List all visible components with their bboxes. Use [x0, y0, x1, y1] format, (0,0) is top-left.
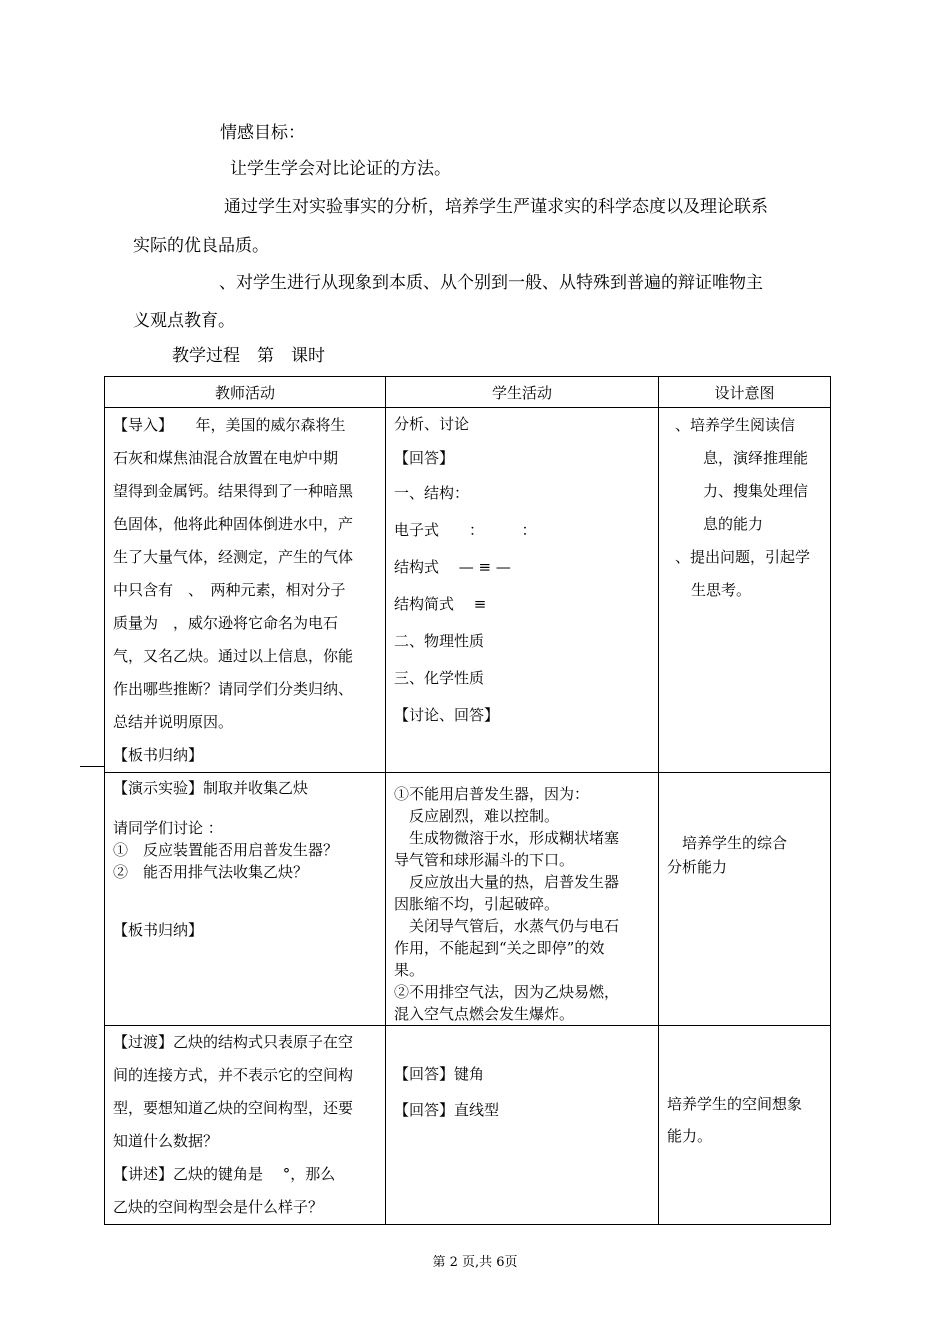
text-line: 息的能力 — [703, 515, 764, 533]
text-line: 总结并说明原因。 — [113, 713, 234, 731]
design-intent-cell — [659, 1026, 831, 1225]
text-line: 二、物理性质 — [394, 632, 485, 650]
text-line: 电子式 ： ： — [394, 521, 537, 539]
text-line: 、提出问题，引起学 — [675, 548, 811, 566]
text-line: 结构简式 ≡ — [394, 595, 487, 613]
text-line: 色固体，他将此种固体倒进水中，产 — [113, 515, 354, 533]
text-line: 中只含有 、 两种元素，相对分子 — [113, 581, 346, 599]
text-line: ①不能用启普发生器，因为： — [394, 785, 590, 803]
text-line: 分析能力 — [667, 858, 728, 876]
text-line: 结构式 — ≡ — — [394, 558, 511, 576]
teacher-activity-cell — [105, 408, 386, 773]
text-line: 力、搜集处理信 — [703, 482, 809, 500]
text-line: 一、结构： — [394, 484, 470, 502]
text-line: 【板书归纳】 — [113, 746, 204, 764]
text-line: 作用，不能起到“关之即停”的效 — [394, 939, 605, 957]
design-intent-cell — [659, 773, 831, 1026]
student-activity-cell — [386, 773, 659, 1026]
page-footer: 第 2 页,共 6页 — [432, 1255, 518, 1270]
text-line: 【回答】直线型 — [394, 1101, 500, 1119]
text-line: 三、化学性质 — [394, 669, 485, 687]
text-line: 石灰和煤焦油混合放置在电炉中期 — [113, 449, 339, 467]
text-line: 作出哪些推断？请同学们分类归纳、 — [113, 680, 354, 698]
text-line: 因胀缩不均，引起破碎。 — [394, 895, 560, 913]
text-line: ②不用排空气法，因为乙炔易燃， — [394, 983, 620, 1001]
text-line: 质量为 ，威尔逊将它命名为电石 — [113, 614, 339, 632]
text-line: 息，演绎推理能 — [703, 449, 809, 467]
text-line — [113, 905, 377, 919]
text-line: 关闭导气管后，水蒸气仍与电石 — [394, 917, 620, 935]
text-line: 反应剧烈，难以控制。 — [394, 807, 560, 825]
text-line — [113, 799, 377, 817]
text-line: ② 能否用排气法收集乙炔？ — [113, 863, 309, 881]
text-line: 生成物微溶于水，形成糊状堵塞 — [394, 829, 620, 847]
lesson-table — [104, 376, 831, 1225]
teacher-activity-cell — [105, 1026, 386, 1225]
objective-paragraph-2-line-1: 通过学生对实验事实的分析，培养学生严谨求实的科学态度以及理论联系 — [224, 197, 768, 217]
objective-paragraph-2-line-2: 实际的优良品质。 — [133, 236, 269, 256]
text-line: 【回答】 — [394, 449, 455, 467]
text-line: 型，要想知道乙炔的空间构型，还要 — [113, 1099, 354, 1117]
text-line: 【回答】键角 — [394, 1065, 485, 1083]
text-line: 【讲述】乙炔的键角是 °，那么 — [113, 1165, 336, 1183]
section-title: 教学过程 第 课时 — [172, 346, 325, 366]
text-line: 【演示实验】制取并收集乙炔 — [113, 779, 309, 797]
text-line: 望得到金属钙。结果得到了一种暗黑 — [113, 482, 354, 500]
objective-paragraph-1: 让学生学会对比论证的方法。 — [230, 159, 451, 179]
table-row — [105, 408, 831, 773]
text-line: 【讨论、回答】 — [394, 706, 500, 724]
text-line: 导气管和球形漏斗的下口。 — [394, 851, 575, 869]
student-activity-cell — [386, 408, 659, 773]
text-line: 生了大量气体，经测定，产生的气体 — [113, 548, 354, 566]
text-line: 混入空气点燃会发生爆炸。 — [394, 1005, 575, 1023]
text-line: 反应放出大量的热，启普发生器 — [394, 873, 620, 891]
text-line: 知道什么数据？ — [113, 1132, 219, 1150]
text-line: 、培养学生阅读信 — [675, 416, 796, 434]
text-line: ① 反应装置能否用启普发生器？ — [113, 841, 339, 859]
text-line — [113, 883, 377, 905]
text-line: 气，又名乙炔。通过以上信息，你能 — [113, 647, 354, 665]
objective-paragraph-3-line-2: 义观点教育。 — [133, 311, 235, 331]
text-line: 果。 — [394, 961, 425, 979]
table-row — [105, 1026, 831, 1225]
header-teacher-activity: 教师活动 — [105, 377, 386, 408]
student-activity-cell — [386, 1026, 659, 1225]
text-line: 分析、讨论 — [394, 415, 470, 433]
design-intent-cell — [659, 408, 831, 773]
objective-paragraph-3-line-1: 、对学生进行从现象到本质、从个别到一般、从特殊到普遍的辩证唯物主 — [219, 273, 763, 293]
text-line: 间的连接方式，并不表示它的空间构 — [113, 1066, 354, 1084]
table-header-row — [105, 377, 831, 408]
text-line: 【过渡】乙炔的结构式只表原子在空 — [113, 1033, 354, 1051]
header-design-intent: 设计意图 — [659, 377, 831, 408]
teacher-activity-cell — [105, 773, 386, 1026]
text-line: 请同学们讨论 ： — [113, 819, 223, 837]
header-student-activity: 学生活动 — [386, 377, 659, 408]
text-line: 能力。 — [667, 1127, 713, 1145]
table-row — [105, 773, 831, 1026]
text-line: 乙炔的空间构型会是什么样子？ — [113, 1198, 324, 1216]
text-line: 【导入】 年，美国的威尔森将生 — [113, 416, 346, 434]
text-line: 培养学生的空间想象 — [667, 1095, 803, 1113]
text-line: 生思考。 — [691, 581, 752, 599]
text-line: 【板书归纳】 — [113, 921, 204, 939]
objective-heading: 情感目标： — [220, 123, 305, 143]
text-line: 培养学生的综合 — [667, 834, 788, 852]
margin-rule-line — [80, 766, 104, 767]
